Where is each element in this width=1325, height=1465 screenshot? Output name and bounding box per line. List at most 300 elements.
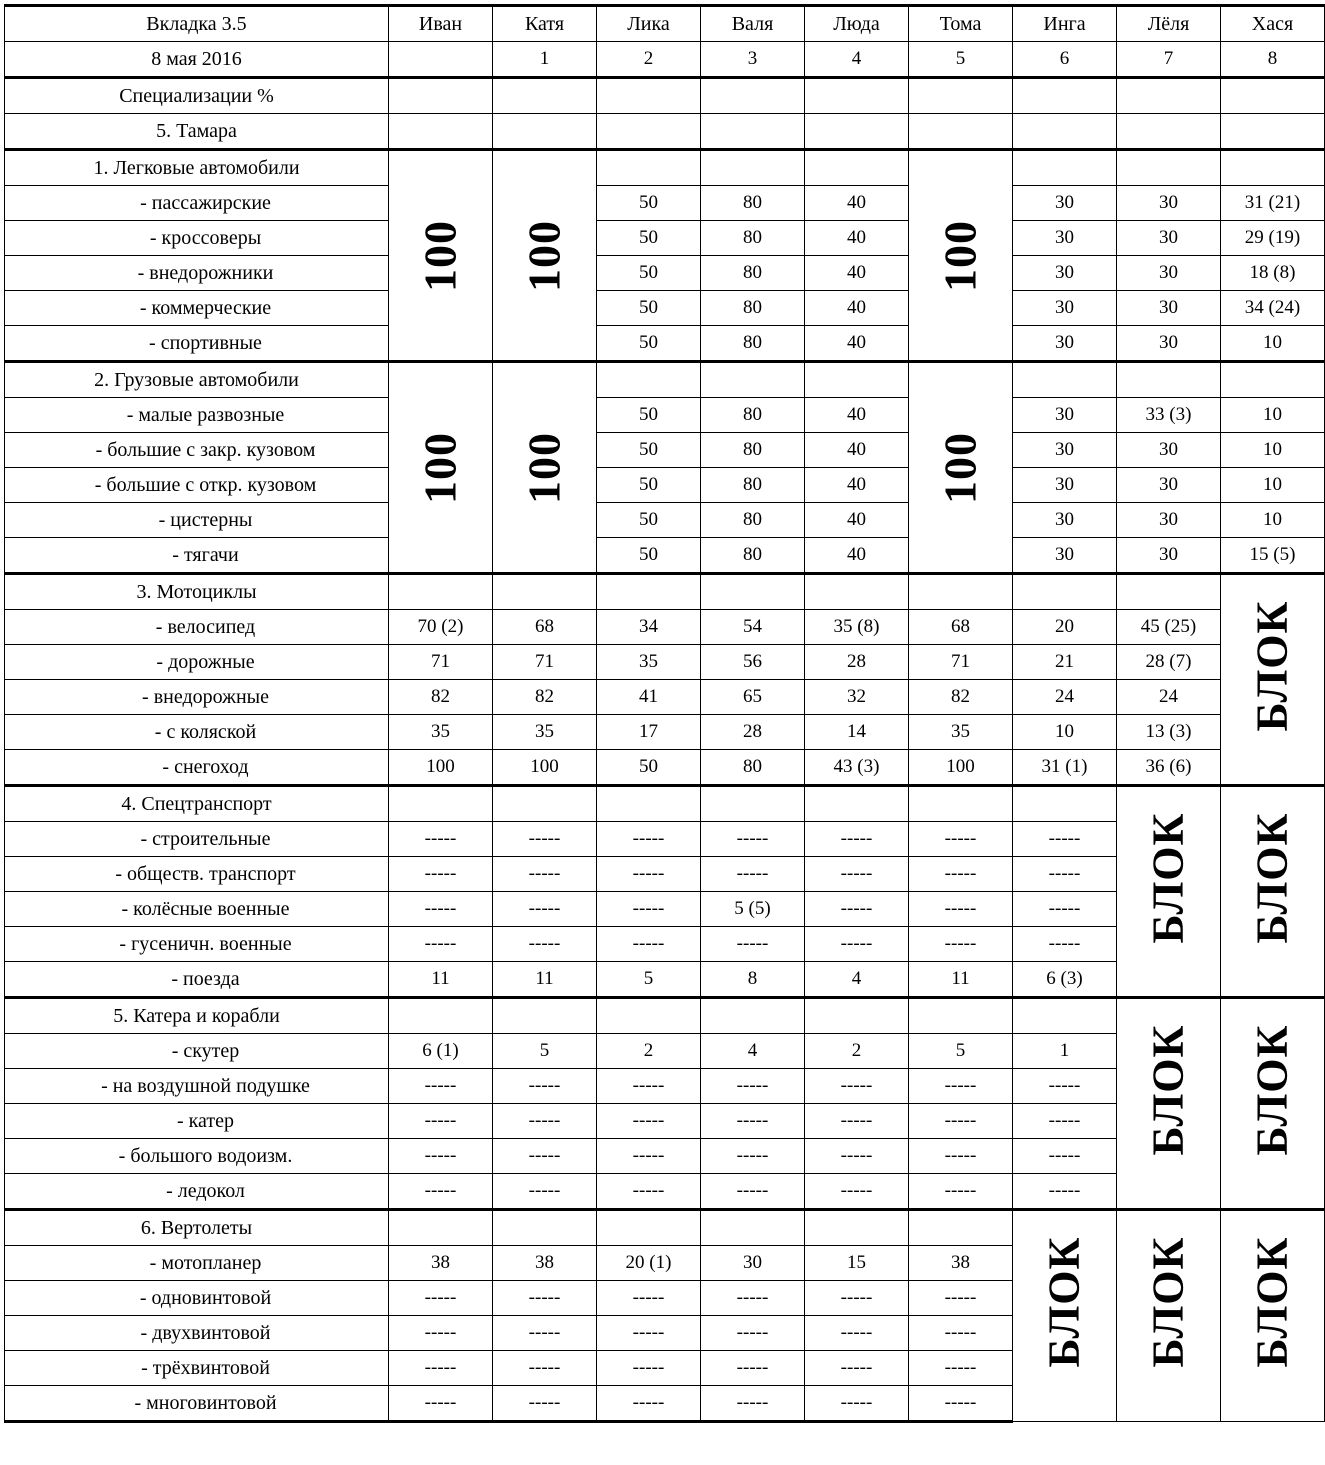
row-label: - спортивные — [5, 326, 389, 362]
cell-value: ----- — [909, 1351, 1013, 1386]
cell-value: 6 (3) — [1013, 962, 1117, 998]
cell-value: ----- — [909, 892, 1013, 927]
cell-value: 40 — [805, 503, 909, 538]
row-label: - многовинтовой — [5, 1386, 389, 1422]
cell-value: 30 — [1117, 468, 1221, 503]
cell-value: ----- — [493, 1139, 597, 1174]
cell-value: ----- — [805, 1281, 909, 1316]
cell-value: ----- — [389, 1174, 493, 1210]
cell-value: ----- — [493, 892, 597, 927]
cell-value: ----- — [597, 1069, 701, 1104]
section-heading-2: 2. Грузовые автомобили — [5, 362, 389, 398]
cell-value: ----- — [493, 822, 597, 857]
cell-value: 100 — [493, 750, 597, 786]
cell-value: 36 (6) — [1117, 750, 1221, 786]
row-label: - одновинтовой — [5, 1281, 389, 1316]
cell-empty — [389, 998, 493, 1034]
cell-value: 50 — [597, 433, 701, 468]
cell-empty — [389, 786, 493, 822]
section-heading-6: 6. Вертолеты — [5, 1210, 389, 1246]
cell-value: 80 — [701, 291, 805, 326]
cell-value: 18 (8) — [1221, 256, 1325, 291]
cell-value: 82 — [389, 680, 493, 715]
cell-value: ----- — [1013, 857, 1117, 892]
cell-empty — [805, 998, 909, 1034]
cell-value: ----- — [389, 927, 493, 962]
cell-empty — [909, 786, 1013, 822]
cell-empty — [1013, 78, 1117, 114]
table-row — [5, 645, 1325, 680]
cell-empty — [1013, 574, 1117, 610]
specializations-label: Специализации % — [5, 78, 389, 114]
cell-value: ----- — [701, 927, 805, 962]
cell-value: 80 — [701, 503, 805, 538]
cell-value: 30 — [1117, 503, 1221, 538]
row-label: - большие с откр. кузовом — [5, 468, 389, 503]
row-label: - тягачи — [5, 538, 389, 574]
cell-value: ----- — [805, 1139, 909, 1174]
cell-value: ----- — [909, 857, 1013, 892]
row-label: - скутер — [5, 1034, 389, 1069]
cell-value: 80 — [701, 538, 805, 574]
cell-value: 5 — [909, 1034, 1013, 1069]
cell-empty — [1013, 786, 1117, 822]
cell-value: 100 — [909, 750, 1013, 786]
row-label: - велосипед — [5, 610, 389, 645]
vertical-100-text: 100 — [518, 431, 570, 504]
table-row — [5, 538, 1325, 574]
cell-value: ----- — [701, 1139, 805, 1174]
person-name: 5. Тамара — [5, 114, 389, 150]
cell-value: ----- — [805, 927, 909, 962]
cell-value: ----- — [597, 1139, 701, 1174]
cell-value: 80 — [701, 433, 805, 468]
merged-value-100 — [493, 150, 597, 362]
cell-value: 71 — [389, 645, 493, 680]
row-label: - большие с закр. кузовом — [5, 433, 389, 468]
cell-value: 50 — [597, 750, 701, 786]
cell-value: 50 — [597, 256, 701, 291]
merged-value-100 — [493, 362, 597, 574]
column-number-7: 6 — [1013, 42, 1117, 78]
table-row — [5, 221, 1325, 256]
vertical-100-text: 100 — [934, 219, 986, 292]
cell-value: 50 — [597, 503, 701, 538]
cell-value: ----- — [701, 1104, 805, 1139]
cell-value: ----- — [389, 1069, 493, 1104]
cell-value: 6 (1) — [389, 1034, 493, 1069]
cell-value: 82 — [493, 680, 597, 715]
row-label: - ледокол — [5, 1174, 389, 1210]
cell-value: ----- — [701, 1069, 805, 1104]
cell-value: ----- — [389, 1316, 493, 1351]
cell-value: ----- — [1013, 1069, 1117, 1104]
cell-value: 35 — [909, 715, 1013, 750]
column-number-6: 5 — [909, 42, 1013, 78]
cell-value: ----- — [701, 1351, 805, 1386]
column-number-5: 4 — [805, 42, 909, 78]
table-row — [5, 503, 1325, 538]
merged-value-100 — [389, 362, 493, 574]
cell-value: ----- — [805, 822, 909, 857]
cell-value: 40 — [805, 538, 909, 574]
table-row — [5, 291, 1325, 326]
cell-value: ----- — [597, 1174, 701, 1210]
column-header-inga: Инга — [1013, 6, 1117, 42]
cell-value: ----- — [805, 857, 909, 892]
table-row — [5, 186, 1325, 221]
cell-value: ----- — [701, 822, 805, 857]
cell-empty — [805, 786, 909, 822]
cell-value: 30 — [1013, 468, 1117, 503]
table-row — [5, 715, 1325, 750]
table-row — [5, 468, 1325, 503]
tab-title: Вкладка 3.5 — [5, 6, 389, 42]
cell-value: 35 — [597, 645, 701, 680]
cell-value: 30 — [701, 1246, 805, 1281]
vertical-blok-text: БЛОК — [1247, 600, 1297, 731]
cell-value: ----- — [389, 822, 493, 857]
cell-value: ----- — [1013, 927, 1117, 962]
table-row — [5, 433, 1325, 468]
cell-value: ----- — [909, 1316, 1013, 1351]
cell-value: 30 — [1013, 221, 1117, 256]
cell-value: ----- — [701, 857, 805, 892]
cell-value: 45 (25) — [1117, 610, 1221, 645]
cell-value: 68 — [493, 610, 597, 645]
cell-empty — [493, 78, 597, 114]
cell-value: 38 — [909, 1246, 1013, 1281]
cell-value: ----- — [597, 1316, 701, 1351]
cell-value: ----- — [805, 1069, 909, 1104]
cell-value: 30 — [1013, 398, 1117, 433]
row-person — [5, 114, 1325, 150]
cell-value: 24 — [1013, 680, 1117, 715]
cell-value: 34 (24) — [1221, 291, 1325, 326]
table-row — [5, 750, 1325, 786]
cell-value: 20 — [1013, 610, 1117, 645]
cell-value: 40 — [805, 326, 909, 362]
cell-value: 28 — [701, 715, 805, 750]
vertical-blok-text: БЛОК — [1247, 1236, 1297, 1368]
cell-value: ----- — [597, 1281, 701, 1316]
row-label: - дорожные — [5, 645, 389, 680]
vertical-blok-text: БЛОК — [1039, 1236, 1089, 1368]
cell-value: 30 — [1013, 503, 1117, 538]
column-number-4: 3 — [701, 42, 805, 78]
merged-blok — [1117, 786, 1221, 998]
cell-value: 40 — [805, 398, 909, 433]
cell-value: 15 — [805, 1246, 909, 1281]
cell-value: ----- — [389, 892, 493, 927]
row-label: - малые развозные — [5, 398, 389, 433]
vertical-blok-text: БЛОК — [1143, 1024, 1193, 1155]
cell-empty — [1013, 998, 1117, 1034]
table-row — [5, 680, 1325, 715]
cell-empty — [597, 786, 701, 822]
cell-empty — [1013, 362, 1117, 398]
section-heading-3: 3. Мотоциклы — [5, 574, 389, 610]
cell-empty — [597, 78, 701, 114]
merged-blok — [1221, 786, 1325, 998]
header-row-numbers — [5, 42, 1325, 78]
cell-empty — [1013, 150, 1117, 186]
merged-value-100 — [389, 150, 493, 362]
cell-value: ----- — [909, 927, 1013, 962]
cell-value: 30 — [1013, 433, 1117, 468]
cell-empty — [909, 78, 1013, 114]
cell-value: ----- — [805, 1386, 909, 1422]
cell-value: ----- — [493, 857, 597, 892]
cell-value: ----- — [597, 892, 701, 927]
cell-value: ----- — [493, 1316, 597, 1351]
row-label: - обществ. транспорт — [5, 857, 389, 892]
cell-value: 31 (1) — [1013, 750, 1117, 786]
merged-blok — [1221, 998, 1325, 1210]
cell-value: 40 — [805, 221, 909, 256]
row-label: - внедорожники — [5, 256, 389, 291]
cell-value: ----- — [909, 1174, 1013, 1210]
row-label: - трёхвинтовой — [5, 1351, 389, 1386]
cell-value: ----- — [1013, 892, 1117, 927]
section-heading-row — [5, 998, 1325, 1034]
cell-value: 80 — [701, 468, 805, 503]
cell-value: ----- — [1013, 1174, 1117, 1210]
row-label: - цистерны — [5, 503, 389, 538]
row-label: - двухвинтовой — [5, 1316, 389, 1351]
cell-value: 29 (19) — [1221, 221, 1325, 256]
row-label: - катер — [5, 1104, 389, 1139]
cell-value: 38 — [389, 1246, 493, 1281]
column-header-lika: Лика — [597, 6, 701, 42]
cell-value: ----- — [701, 1281, 805, 1316]
cell-empty — [805, 574, 909, 610]
cell-value: 11 — [909, 962, 1013, 998]
cell-empty — [805, 1210, 909, 1246]
cell-value: 71 — [493, 645, 597, 680]
cell-value: ----- — [909, 1104, 1013, 1139]
cell-value: ----- — [1013, 822, 1117, 857]
cell-empty — [1117, 574, 1221, 610]
cell-value: 28 (7) — [1117, 645, 1221, 680]
cell-value: ----- — [909, 1281, 1013, 1316]
cell-empty — [805, 78, 909, 114]
cell-value: 30 — [1117, 538, 1221, 574]
cell-empty — [701, 1210, 805, 1246]
cell-value: 17 — [597, 715, 701, 750]
cell-empty — [597, 1210, 701, 1246]
cell-value: ----- — [597, 857, 701, 892]
cell-value: 10 — [1221, 398, 1325, 433]
table-row — [5, 326, 1325, 362]
cell-value: ----- — [389, 1104, 493, 1139]
section-heading-row — [5, 574, 1325, 610]
cell-value: ----- — [597, 1386, 701, 1422]
cell-empty — [1117, 150, 1221, 186]
cell-value: 4 — [805, 962, 909, 998]
cell-empty — [1221, 78, 1325, 114]
column-number-8: 7 — [1117, 42, 1221, 78]
merged-blok — [1117, 1210, 1221, 1422]
merged-blok — [1013, 1210, 1117, 1422]
cell-value: 35 (8) — [805, 610, 909, 645]
cell-value: ----- — [389, 1281, 493, 1316]
column-header-ivan: Иван — [389, 6, 493, 42]
cell-value: 11 — [389, 962, 493, 998]
cell-empty — [493, 998, 597, 1034]
vertical-100-text: 100 — [414, 431, 466, 504]
cell-value: 40 — [805, 468, 909, 503]
cell-value: 38 — [493, 1246, 597, 1281]
cell-value: 50 — [597, 398, 701, 433]
cell-value: 8 — [701, 962, 805, 998]
column-header-valya: Валя — [701, 6, 805, 42]
cell-value: ----- — [597, 927, 701, 962]
cell-value: ----- — [493, 1351, 597, 1386]
cell-value: ----- — [805, 1174, 909, 1210]
table-row — [5, 610, 1325, 645]
cell-value: 80 — [701, 326, 805, 362]
cell-empty — [701, 998, 805, 1034]
row-label: - с коляской — [5, 715, 389, 750]
column-header-lyuda: Люда — [805, 6, 909, 42]
cell-value: 5 (5) — [701, 892, 805, 927]
cell-value: 10 — [1221, 468, 1325, 503]
cell-value: 54 — [701, 610, 805, 645]
cell-value: 30 — [1117, 186, 1221, 221]
cell-value: 80 — [701, 186, 805, 221]
cell-value: 40 — [805, 291, 909, 326]
merged-value-100 — [909, 362, 1013, 574]
cell-value: ----- — [493, 1069, 597, 1104]
cell-empty — [1117, 78, 1221, 114]
vertical-blok-text: БЛОК — [1247, 1024, 1297, 1155]
table-row — [5, 256, 1325, 291]
cell-value: ----- — [493, 1281, 597, 1316]
cell-value: ----- — [909, 1386, 1013, 1422]
cell-value: 50 — [597, 538, 701, 574]
column-header-lyolya: Лёля — [1117, 6, 1221, 42]
cell-empty — [909, 998, 1013, 1034]
cell-empty — [1117, 114, 1221, 150]
cell-value: 21 — [1013, 645, 1117, 680]
row-label: - гусеничн. военные — [5, 927, 389, 962]
cell-value: 30 — [1117, 221, 1221, 256]
row-label: - на воздушной подушке — [5, 1069, 389, 1104]
cell-value: ----- — [805, 1316, 909, 1351]
cell-empty — [701, 786, 805, 822]
vertical-blok-text: БЛОК — [1143, 1236, 1193, 1368]
cell-value: 30 — [1117, 291, 1221, 326]
row-label: - большого водоизм. — [5, 1139, 389, 1174]
cell-value: 14 — [805, 715, 909, 750]
cell-value: 1 — [1013, 1034, 1117, 1069]
cell-value: 31 (21) — [1221, 186, 1325, 221]
cell-value: 2 — [597, 1034, 701, 1069]
column-header-toma: Тома — [909, 6, 1013, 42]
cell-value: 82 — [909, 680, 1013, 715]
cell-empty — [805, 150, 909, 186]
cell-empty — [597, 114, 701, 150]
cell-empty — [909, 1210, 1013, 1246]
vertical-100-text: 100 — [518, 219, 570, 292]
cell-empty — [701, 574, 805, 610]
cell-value: 10 — [1013, 715, 1117, 750]
cell-value: 50 — [597, 291, 701, 326]
cell-value: 71 — [909, 645, 1013, 680]
column-number-1 — [389, 42, 493, 78]
cell-value: 50 — [597, 326, 701, 362]
cell-value: ----- — [389, 1386, 493, 1422]
cell-empty — [909, 114, 1013, 150]
row-label: - внедорожные — [5, 680, 389, 715]
cell-empty — [701, 362, 805, 398]
section-heading-row — [5, 362, 1325, 398]
header-row-names — [5, 6, 1325, 42]
cell-value: 30 — [1013, 256, 1117, 291]
merged-value-100 — [909, 150, 1013, 362]
cell-value: 40 — [805, 186, 909, 221]
cell-value: 40 — [805, 433, 909, 468]
vertical-blok-text: БЛОК — [1247, 812, 1297, 943]
cell-value: 80 — [701, 256, 805, 291]
cell-value: ----- — [389, 1351, 493, 1386]
section-heading-1: 1. Легковые автомобили — [5, 150, 389, 186]
row-label: - кроссоверы — [5, 221, 389, 256]
row-label: - колёсные военные — [5, 892, 389, 927]
cell-value: 10 — [1221, 326, 1325, 362]
cell-empty — [701, 150, 805, 186]
cell-value: 65 — [701, 680, 805, 715]
cell-value: ----- — [493, 1104, 597, 1139]
row-label: - коммерческие — [5, 291, 389, 326]
table-row — [5, 398, 1325, 433]
cell-value: 28 — [805, 645, 909, 680]
section-heading-4: 4. Спецтранспорт — [5, 786, 389, 822]
cell-value: 56 — [701, 645, 805, 680]
cell-value: 5 — [597, 962, 701, 998]
cell-value: ----- — [805, 1104, 909, 1139]
cell-value: 70 (2) — [389, 610, 493, 645]
specializations-table — [4, 4, 1325, 1423]
cell-empty — [1117, 362, 1221, 398]
cell-value: 5 — [493, 1034, 597, 1069]
column-header-hasya: Хася — [1221, 6, 1325, 42]
spreadsheet-sheet — [0, 4, 1301, 1423]
cell-value: 10 — [1221, 503, 1325, 538]
cell-value: 35 — [493, 715, 597, 750]
cell-value: 80 — [701, 221, 805, 256]
vertical-blok-text: БЛОК — [1143, 812, 1193, 943]
column-header-katya: Катя — [493, 6, 597, 42]
cell-empty — [597, 362, 701, 398]
cell-value: 34 — [597, 610, 701, 645]
cell-value: ----- — [909, 1069, 1013, 1104]
section-heading-row — [5, 1210, 1325, 1246]
cell-value: ----- — [909, 1139, 1013, 1174]
section-heading-row — [5, 786, 1325, 822]
cell-value: 41 — [597, 680, 701, 715]
cell-value: 30 — [1117, 433, 1221, 468]
cell-empty — [805, 362, 909, 398]
cell-value: 24 — [1117, 680, 1221, 715]
cell-value: 15 (5) — [1221, 538, 1325, 574]
cell-value: ----- — [597, 1351, 701, 1386]
cell-value: 40 — [805, 256, 909, 291]
cell-value: 2 — [805, 1034, 909, 1069]
vertical-100-text: 100 — [934, 431, 986, 504]
cell-value: 80 — [701, 750, 805, 786]
